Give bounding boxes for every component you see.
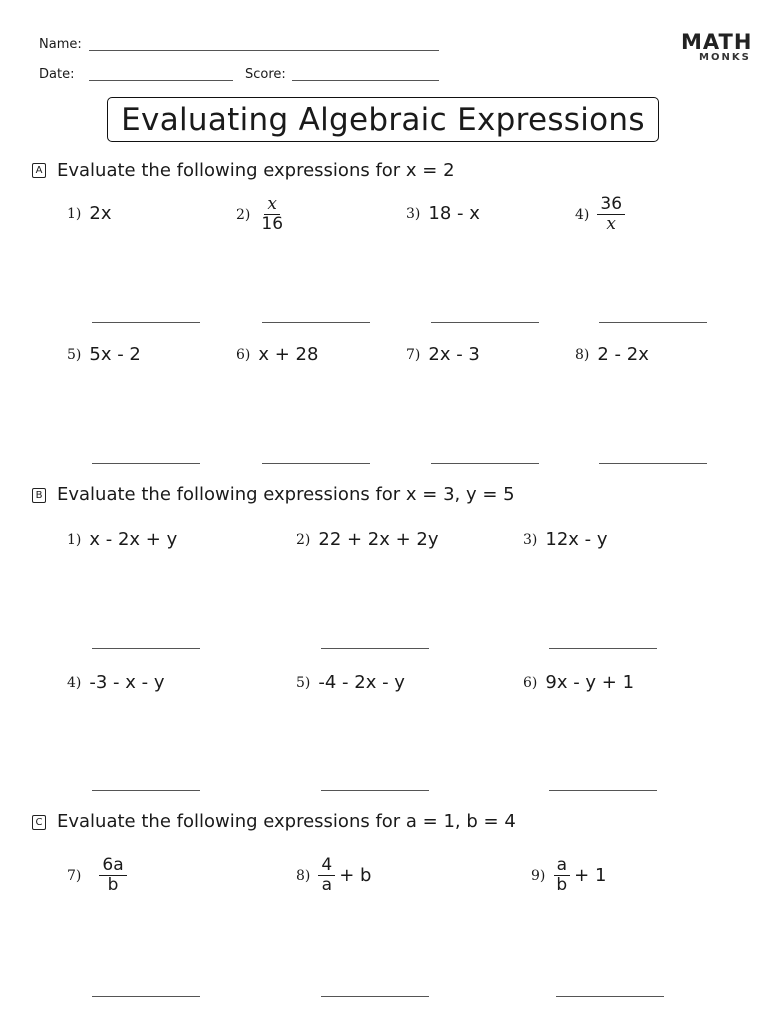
problem-number: 6)	[236, 346, 251, 363]
expression: 2 - 2x	[597, 344, 649, 365]
problem-b1	[67, 529, 177, 550]
numerator: a	[554, 856, 570, 876]
answer-line[interactable]	[92, 463, 200, 464]
fraction	[99, 856, 126, 895]
problem-number: 5)	[296, 674, 311, 691]
section-a-badge: A	[32, 163, 46, 178]
section-c-badge: C	[32, 815, 46, 830]
date-label: Date:	[39, 67, 75, 82]
problem-number: 6)	[523, 674, 538, 691]
answer-line[interactable]	[549, 648, 657, 649]
problem-b3	[523, 529, 608, 550]
problem-number: 4)	[67, 674, 82, 691]
problem-number: 9)	[531, 867, 546, 884]
numerator: 6a	[99, 856, 126, 876]
logo-math: MATH	[681, 30, 753, 54]
expression: 9x - y + 1	[545, 672, 635, 693]
score-label: Score:	[245, 67, 286, 82]
expression-suffix: + 1	[574, 865, 607, 886]
problem-number: 3)	[523, 531, 538, 548]
worksheet-title: Evaluating Algebraic Expressions	[107, 97, 659, 142]
problem-number: 1)	[67, 531, 82, 548]
answer-line[interactable]	[549, 790, 657, 791]
problem-a4	[575, 195, 625, 234]
problem-a5	[67, 344, 141, 365]
problem-a6	[236, 344, 318, 365]
problem-c8	[296, 856, 371, 895]
logo-monks: MONKS	[699, 52, 751, 63]
problem-number: 3)	[406, 205, 421, 222]
numerator: 36	[597, 195, 625, 215]
problem-number: 1)	[67, 205, 82, 222]
answer-line[interactable]	[321, 790, 429, 791]
answer-line[interactable]	[321, 996, 429, 997]
expression: 22 + 2x + 2y	[318, 529, 439, 550]
problem-number: 2)	[236, 206, 251, 223]
expression: -4 - 2x - y	[318, 672, 405, 693]
problem-number: 5)	[67, 346, 82, 363]
expression: 2x - 3	[428, 344, 480, 365]
problem-number: 7)	[67, 867, 82, 884]
fraction	[597, 195, 625, 234]
problem-b6	[523, 672, 634, 693]
score-answer-line[interactable]	[292, 80, 439, 81]
answer-line[interactable]	[262, 322, 370, 323]
answer-line[interactable]	[431, 463, 539, 464]
problem-b2	[296, 529, 439, 550]
denominator: 16	[261, 214, 284, 234]
answer-line[interactable]	[431, 322, 539, 323]
expression: 12x - y	[545, 529, 608, 550]
fraction	[258, 195, 286, 234]
name-answer-line[interactable]	[89, 50, 439, 51]
answer-line[interactable]	[321, 648, 429, 649]
denominator: b	[556, 875, 568, 895]
answer-line[interactable]	[556, 996, 664, 997]
expression: 5x - 2	[89, 344, 141, 365]
expression: x + 28	[258, 344, 319, 365]
problem-a1	[67, 203, 111, 224]
fraction	[553, 856, 570, 895]
problem-number: 8)	[575, 346, 590, 363]
section-a-instruction: Evaluate the following expressions for x = 2	[57, 160, 455, 181]
answer-line[interactable]	[599, 463, 707, 464]
answer-line[interactable]	[92, 996, 200, 997]
problem-c9	[531, 856, 606, 895]
problem-b4	[67, 672, 165, 693]
expression: x - 2x + y	[89, 529, 178, 550]
denominator: x	[606, 214, 616, 234]
problem-number: 7)	[406, 346, 421, 363]
date-answer-line[interactable]	[89, 80, 233, 81]
numerator: x	[264, 195, 280, 215]
fraction	[318, 856, 335, 895]
answer-line[interactable]	[92, 790, 200, 791]
problem-a8	[575, 344, 649, 365]
name-label: Name:	[39, 37, 82, 52]
denominator: a	[321, 875, 332, 895]
section-c-instruction: Evaluate the following expressions for a = 1, b = 4	[57, 811, 516, 832]
numerator: 4	[318, 856, 335, 876]
problem-a7	[406, 344, 480, 365]
section-b-instruction: Evaluate the following expressions for x = 3, y = 5	[57, 484, 515, 505]
problem-a2	[236, 195, 286, 234]
problem-number: 8)	[296, 867, 311, 884]
problem-number: 4)	[575, 206, 590, 223]
problem-a3	[406, 203, 480, 224]
problem-number: 2)	[296, 531, 311, 548]
expression: -3 - x - y	[89, 672, 165, 693]
problem-b5	[296, 672, 405, 693]
section-b-badge: B	[32, 488, 46, 503]
answer-line[interactable]	[262, 463, 370, 464]
expression-suffix: + b	[339, 865, 372, 886]
answer-line[interactable]	[92, 322, 200, 323]
expression: 2x	[89, 203, 112, 224]
answer-line[interactable]	[599, 322, 707, 323]
answer-line[interactable]	[92, 648, 200, 649]
expression: 18 - x	[428, 203, 480, 224]
denominator: b	[107, 875, 119, 895]
problem-c7	[67, 856, 127, 895]
